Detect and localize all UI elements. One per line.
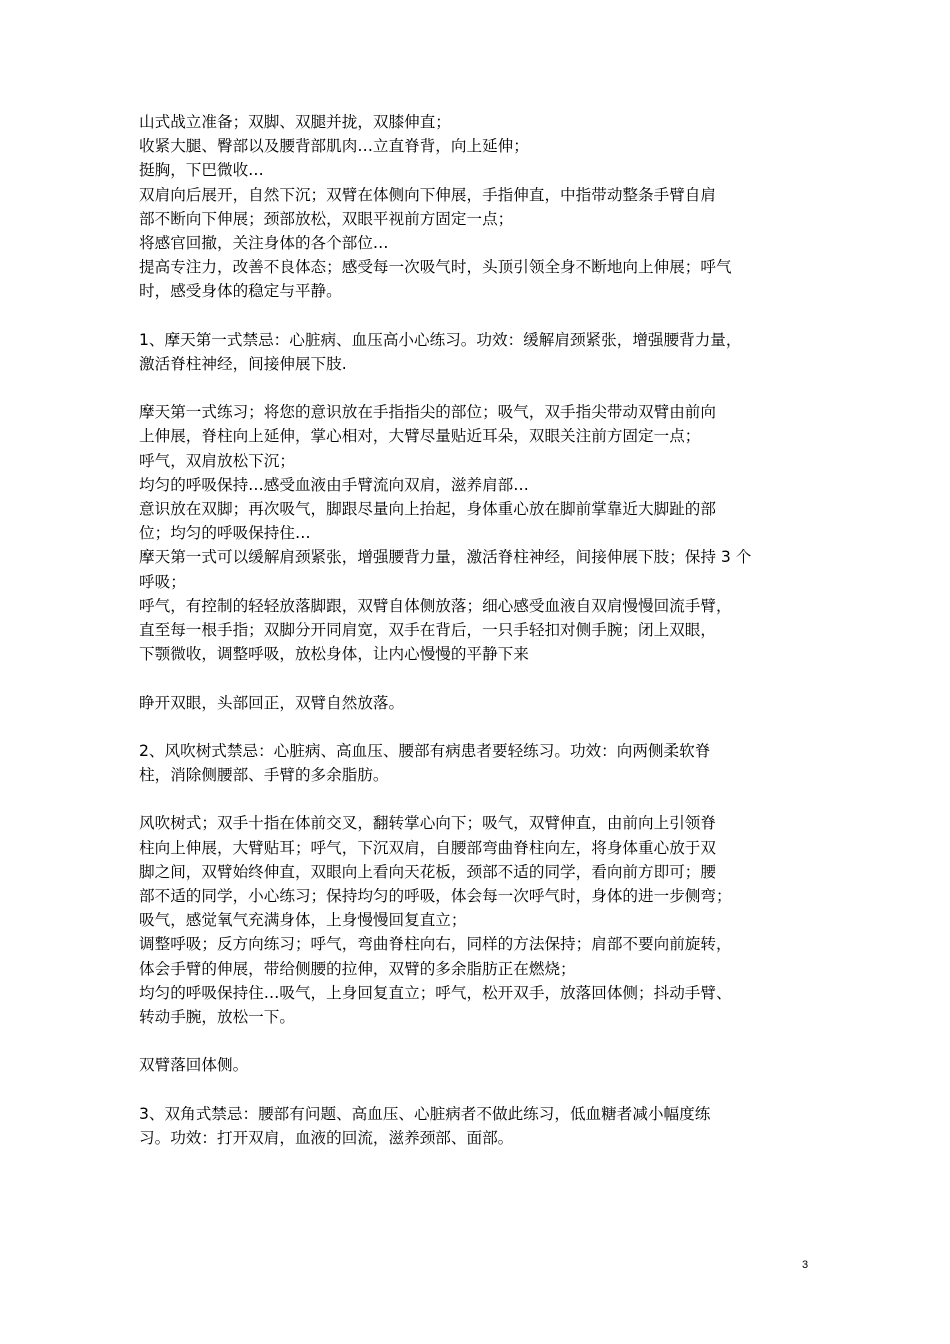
document-body [139, 110, 824, 1150]
text-line: 山式战立准备；双脚、双腿并拢，双膝伸直； [139, 113, 451, 131]
text-line: 3、双角式禁忌：腰部有问题、高血压、心脏病者不做此练习，低血糖者减小幅度练 [139, 1104, 711, 1123]
text-line: 吸气，感觉氧气充满身体，上身慢慢回复直立； [139, 911, 467, 930]
text-line: 激活脊柱神经，间接伸展下肢. [139, 354, 347, 373]
blank-line [139, 666, 824, 690]
text-line: 上伸展，脊柱向上延伸，掌心相对，大臂尽量贴近耳朵，双眼关注前方固定一点； [139, 427, 701, 446]
blank-line [139, 715, 824, 739]
text-line: 体会手臂的伸展，带给侧腰的拉伸，双臂的多余脂肪正在燃烧； [139, 959, 576, 978]
text-line: 位；均匀的呼吸保持住… [139, 524, 311, 543]
text-line: 摩天第一式可以缓解肩颈紧张，增强腰背力量，激活脊柱神经，间接伸展下肢；保持 3 个 [139, 548, 752, 567]
text-line: 呼吸； [139, 572, 186, 591]
text-line: 双肩向后展开，自然下沉；双臂在体侧向下伸展，手指伸直，中指带动整条手臂自肩 [139, 185, 716, 204]
text-line: 挺胸，下巴微收… [139, 161, 264, 180]
text-line: 直至每一根手指；双脚分开同肩宽，双手在背后，一只手轻扣对侧手腕；闭上双眼， [139, 620, 716, 639]
text-line: 睁开双眼，头部回正，双臂自然放落。 [139, 693, 405, 712]
blank-line [139, 376, 824, 400]
text-line: 时，感受身体的稳定与平静。 [139, 282, 342, 301]
blank-line [139, 1078, 824, 1102]
text-line: 均匀的呼吸保持…感受血液由手臂流向双肩，滋养肩部… [139, 475, 529, 494]
text-line: 柱向上伸展，大臂贴耳；呼气，下沉双肩，自腰部弯曲脊柱向左，将身体重心放于双 [139, 838, 716, 857]
text-line: 部不适的同学，小心练习；保持均匀的呼吸，体会每一次呼气时，身体的进一步侧弯； [139, 887, 732, 905]
text-line: 脚之间，双臂始终伸直，双眼向上看向天花板，颈部不适的同学，看向前方即可；腰 [139, 862, 716, 881]
text-line: 转动手腕，放松一下。 [139, 1007, 295, 1026]
text-line: 习。功效：打开双肩，血液的回流，滋养颈部、面部。 [139, 1128, 514, 1147]
blank-line [139, 787, 824, 811]
text-line: 收紧大腿、臀部以及腰背部肌肉…立直脊背，向上延伸； [139, 137, 529, 156]
text-line: 双臂落回体侧。 [139, 1056, 249, 1075]
text-line: 意识放在双脚；再次吸气，脚跟尽量向上抬起，身体重心放在脚前掌靠近大脚趾的部 [139, 500, 716, 518]
text-line: 2、风吹树式禁忌：心脏病、高血压、腰部有病患者要轻练习。功效：向两侧柔软脊 [139, 741, 711, 760]
text-line: 均匀的呼吸保持住…吸气，上身回复直立；呼气，松开双手，放落回体侧；抖动手臂、 [139, 983, 732, 1002]
text-line: 呼气，双肩放松下沉； [139, 451, 295, 470]
page-number: 3 [802, 1259, 809, 1271]
text-line: 下颚微收，调整呼吸，放松身体，让内心慢慢的平静下来 [139, 645, 529, 664]
blank-line [139, 1029, 824, 1053]
text-line: 摩天第一式练习；将您的意识放在手指指尖的部位；吸气，双手指尖带动双臂由前向 [139, 403, 716, 422]
text-line: 柱，消除侧腰部、手臂的多余脂肪。 [139, 766, 389, 785]
text-line: 将感官回撤，关注身体的各个部位… [139, 233, 389, 252]
blank-line [139, 304, 824, 328]
text-line: 呼气，有控制的轻轻放落脚跟，双臂自体侧放落；细心感受血液自双肩慢慢回流手臂， [139, 596, 732, 615]
text-line: 风吹树式；双手十指在体前交叉，翻转掌心向下；吸气，双臂伸直，由前向上引领脊 [139, 814, 716, 833]
text-line: 部不断向下伸展；颈部放松，双眼平视前方固定一点； [139, 209, 514, 228]
text-line: 提高专注力，改善不良体态；感受每一次吸气时，头顶引领全身不断地向上伸展；呼气 [139, 258, 732, 277]
text-line: 1、摩天第一式禁忌：心脏病、血压高小心练习。功效：缓解肩颈紧张，增强腰背力量， [139, 330, 742, 349]
text-line: 调整呼吸；反方向练习；呼气，弯曲脊柱向右，同样的方法保持；肩部不要向前旋转， [139, 935, 732, 954]
